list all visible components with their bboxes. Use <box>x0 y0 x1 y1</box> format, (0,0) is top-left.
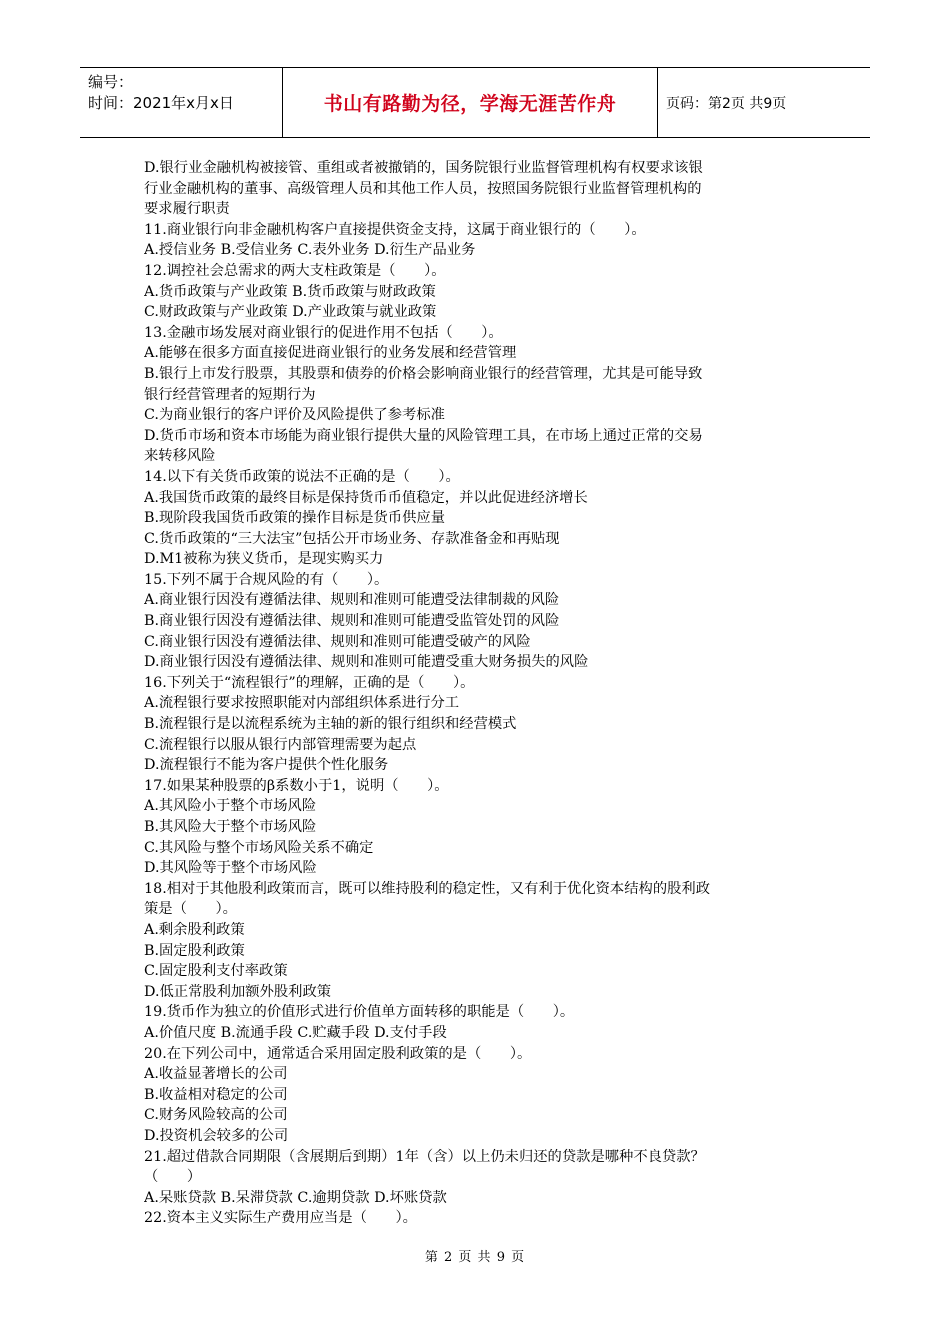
text-line: B.其风险大于整个市场风险 <box>144 819 317 835</box>
text-line: （ ） <box>144 1169 202 1186</box>
text-line: A.收益显著增长的公司 <box>144 1066 288 1083</box>
text-line: C.货币政策的“三大法宝”包括公开市场业务、存款准备金和再贴现 <box>144 530 560 547</box>
text-line: C.财政政策与产业政策 D.产业政策与就业政策 <box>144 304 437 321</box>
text-line: A.其风险小于整个市场风险 <box>144 798 317 815</box>
text-line: 22.资本主义实际生产费用应当是（ ）。 <box>144 1210 417 1227</box>
text-line: A.我国货币政策的最终目标是保持货币币值稳定，并以此促进经济增长 <box>144 489 588 506</box>
text-line: 13.金融市场发展对商业银行的促进作用不包括（ ）。 <box>144 324 503 341</box>
text-line: A.货币政策与产业政策 B.货币政策与财政政策 <box>144 283 436 300</box>
text-line: 行业金融机构的董事、高级管理人员和其他工作人员，按照国务院银行业监督管理机构的 <box>144 180 702 197</box>
text-line: C.其风险与整个市场风险关系不确定 <box>144 839 374 856</box>
text-line: 要求履行职责 <box>144 201 230 218</box>
text-line: C.流程银行以服从银行内部管理需要为起点 <box>144 736 417 753</box>
text-line: D.投资机会较多的公司 <box>144 1127 289 1144</box>
text-line: B.流程银行是以流程系统为主轴的新的银行组织和经营模式 <box>144 716 517 733</box>
text-line: B.收益相对稳定的公司 <box>144 1086 288 1103</box>
text-line: 17.如果某种股票的β系数小于1，说明（ ）。 <box>144 777 449 794</box>
text-line: A.价值尺度 B.流通手段 C.贮藏手段 D.支付手段 <box>144 1024 447 1041</box>
text-line: 21.超过借款合同期限（含展期后到期）1年（含）以上仍未归还的贷款是哪种不良贷款？ <box>144 1148 705 1165</box>
text-line: 19.货币作为独立的价值形式进行价值单方面转移的职能是（ ）。 <box>144 1004 575 1021</box>
text-line: 16.下列关于“流程银行”的理解，正确的是（ ）。 <box>144 674 475 691</box>
text-line: A.呆账贷款 B.呆滞贷款 C.逾期贷款 D.坏账贷款 <box>144 1189 447 1206</box>
text-line: 来转移风险 <box>144 448 216 465</box>
header-meta <box>80 68 282 137</box>
page-footer: 第 2 页 共 9 页 <box>424 1250 526 1265</box>
text-line: B.银行上市发行股票，其股票和债券的价格会影响商业银行的经营管理，尤其是可能导致 <box>144 365 703 382</box>
text-line: 策是（ ）。 <box>144 901 237 918</box>
text-line: D.其风险等于整个市场风险 <box>144 860 317 877</box>
text-line: C.为商业银行的客户评价及风险提供了参考标准 <box>144 407 445 424</box>
header-page-number: 页码：第2页 共9页 <box>666 95 787 112</box>
text-line: 14.以下有关货币政策的说法不正确的是（ ）。 <box>144 468 460 485</box>
code-label: 编号： <box>88 73 134 91</box>
text-line: C.财务风险较高的公司 <box>144 1107 288 1124</box>
text-line: 18.相对于其他股利政策而言，既可以维持股利的稳定性，又有利于优化资本结构的股利政 <box>144 880 711 897</box>
text-line: D.M1被称为狭义货币，是现实购买力 <box>144 551 384 568</box>
text-line: 银行经营管理者的短期行为 <box>144 386 316 403</box>
text-line: 20.在下列公司中，通常适合采用固定股利政策的是（ ）。 <box>144 1045 532 1062</box>
text-line: A.商业银行因没有遵循法律、规则和准则可能遭受法律制裁的风险 <box>144 592 560 609</box>
text-line: A.流程银行要求按照职能对内部组织体系进行分工 <box>144 695 460 712</box>
text-line: B.固定股利政策 <box>144 942 245 959</box>
text-line: C.商业银行因没有遵循法律、规则和准则可能遭受破产的风险 <box>144 633 531 650</box>
text-line: A.授信业务 B.受信业务 C.表外业务 D.衍生产品业务 <box>144 242 476 259</box>
text-line: D.商业银行因没有遵循法律、规则和准则可能遭受重大财务损失的风险 <box>144 654 589 671</box>
text-line: D.流程银行不能为客户提供个性化服务 <box>144 757 389 774</box>
text-line: C.固定股利支付率政策 <box>144 963 288 980</box>
header-motto: 书山有路勤为径，学海无涯苦作舟 <box>282 68 658 137</box>
text-line: B.现阶段我国货币政策的操作目标是货币供应量 <box>144 510 445 527</box>
time-label: 时间：2021年x月x日 <box>88 94 234 112</box>
text-line: A.能够在很多方面直接促进商业银行的业务发展和经营管理 <box>144 345 517 362</box>
text-line: D.银行业金融机构被接管、重组或者被撤销的，国务院银行业监督管理机构有权要求该银 <box>144 160 703 176</box>
text-line: D.货币市场和资本市场能为商业银行提供大量的风险管理工具，在市场上通过正常的交易 <box>144 427 703 444</box>
text-line: B.商业银行因没有遵循法律、规则和准则可能遭受监管处罚的风险 <box>144 613 560 630</box>
text-line: D.低正常股利加额外股利政策 <box>144 983 332 1000</box>
page-header <box>80 67 870 138</box>
text-line: A.剩余股利政策 <box>144 921 245 938</box>
text-line: 11.商业银行向非金融机构客户直接提供资金支持，这属于商业银行的（ ）。 <box>144 221 646 238</box>
text-line: 12.调控社会总需求的两大支柱政策是（ ）。 <box>144 262 446 279</box>
document-body <box>144 158 814 1229</box>
text-line: 15.下列不属于合规风险的有（ ）。 <box>144 571 389 588</box>
